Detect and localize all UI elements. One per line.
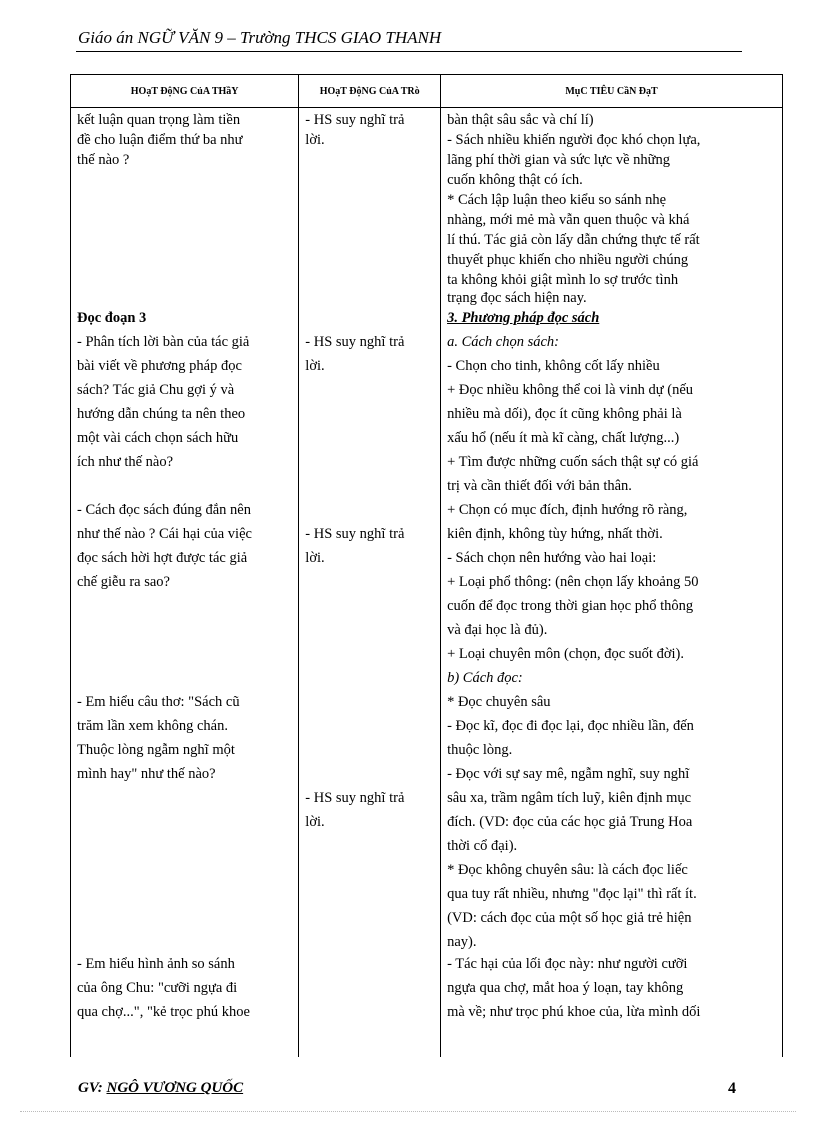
objective-line: và đại học là đủ).	[447, 622, 548, 638]
teacher-line: bài viết về phương pháp đọc	[77, 358, 242, 374]
section-heading: Đọc đoạn 3	[77, 310, 147, 326]
objective-line: - Đọc kĩ, đọc đi đọc lại, đọc nhiều lần, đến	[447, 718, 694, 734]
student-line: lời.	[305, 814, 325, 830]
objective-line: kiên định, không tùy hứng, nhất thời.	[447, 526, 663, 542]
objectives-cell	[441, 108, 783, 1058]
teacher-line: thế nào ?	[77, 152, 130, 168]
footer-rule	[20, 1111, 796, 1112]
student-line: lời.	[305, 550, 325, 566]
objective-line: thuyết phục khiến cho nhiều người chúng	[447, 252, 689, 268]
teacher-name: NGÔ VƯƠNG QUỐC	[106, 1080, 244, 1096]
teacher-line: như thế nào ? Cái hại của việc	[77, 526, 252, 542]
teacher-line: - Em hiểu hình ảnh so sánh	[77, 956, 235, 972]
teacher-line: hướng dẫn chúng ta nên theo	[77, 406, 246, 422]
objective-line: - Đọc với sự say mê, ngẫm nghĩ, suy nghĩ	[447, 766, 690, 782]
objective-line: qua tuy rất nhiều, nhưng "đọc lại" thì rất ít.	[447, 886, 697, 902]
student-line: - HS suy nghĩ trả	[305, 526, 405, 542]
student-line: - HS suy nghĩ trả	[305, 334, 405, 350]
teacher-line: - Em hiểu câu thơ: "Sách cũ	[77, 694, 240, 710]
page-header: Giáo án NGỮ VĂN 9 – Trường THCS GIAO THANH	[78, 28, 442, 47]
objective-line: sâu xa, trầm ngâm tích luỹ, kiên định mục	[447, 790, 692, 806]
lesson-table	[70, 74, 783, 1057]
header-rule	[76, 51, 742, 52]
objective-line: + Chọn có mục đích, định hướng rõ ràng,	[447, 502, 688, 518]
teacher-line: chế giễu ra sao?	[77, 574, 170, 590]
teacher-line: của ông Chu: "cưỡi ngựa đi	[77, 980, 238, 996]
objective-line: ta không khỏi giật mình lo sợ trước tình	[447, 272, 679, 288]
gv-label: GV:	[78, 1080, 107, 1096]
teacher-signature	[78, 1080, 243, 1097]
teacher-line: đọc sách hời hợt được tác giả	[77, 550, 248, 566]
objective-line: - Chọn cho tinh, không cốt lấy nhiều	[447, 358, 660, 374]
objective-line: thời cổ đại).	[447, 838, 518, 854]
objective-line: * Cách lập luận theo kiểu so sánh nhẹ	[447, 192, 667, 208]
objective-line: - Sách chọn nên hướng vào hai loại:	[447, 550, 657, 566]
student-line: - HS suy nghĩ trả	[305, 790, 405, 806]
section-heading: 3. Phương pháp đọc sách	[447, 310, 600, 326]
objective-line: + Tìm được những cuốn sách thật sự có giá	[447, 454, 699, 470]
objective-line: lí thú. Tác giả còn lấy dẫn chứng thực tế rất	[447, 232, 700, 248]
teacher-line: kết luận quan trọng làm tiền	[77, 112, 241, 128]
objective-line: nhiều mà dối), đọc ít cũng không phải là	[447, 406, 682, 422]
header-objectives: MụC TIÊU CầN ĐạT	[441, 75, 783, 108]
objective-line: đích. (VD: đọc của các học giả Trung Hoa	[447, 814, 693, 830]
teacher-line: - Cách đọc sách đúng đắn nên	[77, 502, 251, 518]
teacher-line: đề cho luận điểm thứ ba như	[77, 132, 243, 148]
teacher-line: mình hay" như thế nào?	[77, 766, 216, 782]
objective-line: - Sách nhiều khiến người đọc khó chọn lựa,	[447, 132, 701, 148]
student-line: - HS suy nghĩ trả	[305, 112, 405, 128]
objective-line: * Đọc chuyên sâu	[447, 694, 551, 710]
objective-line: nhàng, mới mẻ mà vẫn quen thuộc và khá	[447, 212, 690, 228]
teacher-activity-cell	[71, 108, 299, 1058]
teacher-line: sách? Tác giả Chu gợi ý và	[77, 382, 235, 398]
objective-line: * Đọc không chuyên sâu: là cách đọc liếc	[447, 862, 688, 878]
objective-line: - Tác hại của lối đọc này: như người cưỡi	[447, 956, 688, 972]
teacher-line: ích như thế nào?	[77, 454, 174, 470]
teacher-line: một vài cách chọn sách hữu	[77, 430, 239, 446]
objective-line: lãng phí thời gian và sức lực về những	[447, 152, 670, 168]
objective-line: bàn thật sâu sắc và chí lí)	[447, 112, 594, 128]
objective-line: mà về; như trọc phú khoe của, lừa mình dối	[447, 1004, 701, 1020]
objective-line: trị và cần thiết đối với bản thân.	[447, 478, 632, 494]
objective-line: + Đọc nhiều không thể coi là vinh dự (nếu	[447, 382, 694, 398]
student-line: lời.	[305, 358, 325, 374]
objective-line: xấu hổ (nếu ít mà kĩ càng, chất lượng...)	[447, 430, 680, 446]
objective-line: (VD: cách đọc của một số học giả trẻ hiện	[447, 910, 692, 926]
objective-line: cuốn không thật có ích.	[447, 172, 583, 188]
objective-line: + Loại chuyên môn (chọn, đọc suốt đời).	[447, 646, 684, 662]
subsection-heading: b) Cách đọc:	[447, 670, 523, 686]
teacher-line: qua chợ...", "kẻ trọc phú khoe	[77, 1004, 250, 1020]
teacher-line: trăm lần xem không chán.	[77, 718, 228, 734]
student-activity-cell	[299, 108, 441, 1058]
objective-line: ngựa qua chợ, mắt hoa ý loạn, tay không	[447, 980, 684, 996]
subsection-heading: a. Cách chọn sách:	[447, 334, 560, 350]
objective-line: nay).	[447, 934, 477, 950]
teacher-line: Thuộc lòng ngẫm nghĩ một	[77, 742, 235, 758]
objective-line: + Loại phổ thông: (nên chọn lấy khoảng 50	[447, 574, 699, 590]
header-student-activity: HOạT ĐộNG CủA TRò	[299, 75, 441, 108]
objective-line: cuốn để đọc trong thời gian học phổ thông	[447, 598, 694, 614]
header-teacher-activity: HOạT ĐộNG CủA THầY	[71, 75, 299, 108]
objective-line: thuộc lòng.	[447, 742, 513, 758]
objective-line: trạng đọc sách hiện nay.	[447, 290, 587, 306]
page-number: 4	[728, 1080, 736, 1097]
student-line: lời.	[305, 132, 325, 148]
teacher-line: - Phân tích lời bàn của tác giả	[77, 334, 250, 350]
